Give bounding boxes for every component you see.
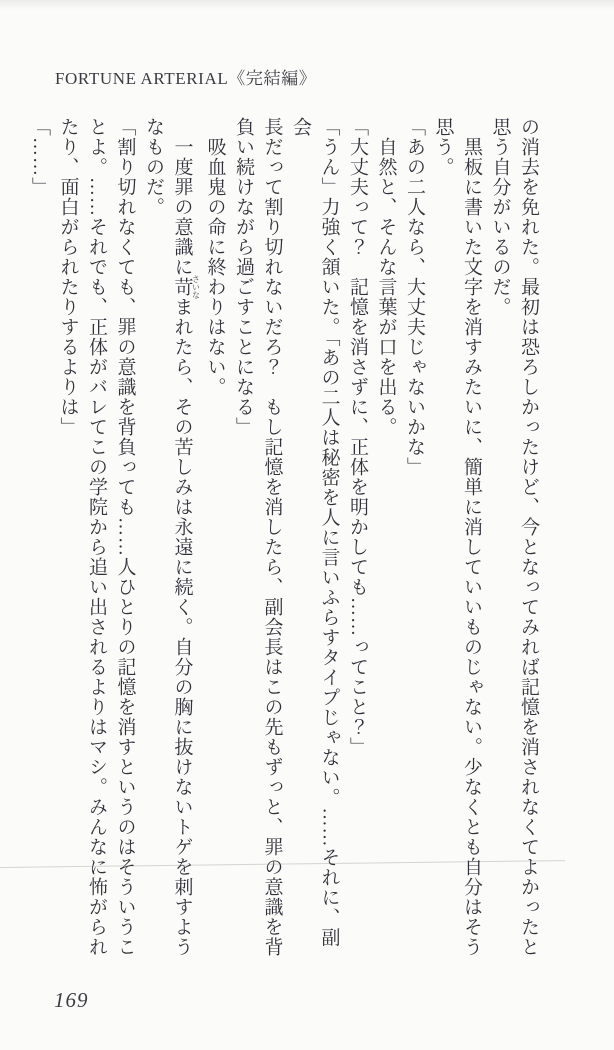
text-column: 黒板に書いた文字を消すみたいに、簡単に消していいものじゃない。少なくとも自分はそう	[461, 137, 482, 957]
text-column: 思う自分がいるのだ。	[489, 117, 511, 317]
text-column: 「うん」力強く頷いた。「あの二人は秘密を人に言いふらすタイプじゃない。……それに、副会	[290, 117, 340, 948]
text-column: 負い続けながら過ごすことになる」	[233, 117, 254, 437]
page-number: 169	[54, 988, 89, 1012]
text-column: 思う。	[432, 117, 454, 177]
text-column: 長だって割り切れないだろ？ もし記憶を消したら、副会長はこの先もずっと、罪の意識を背	[261, 117, 283, 957]
text-column: 吸血鬼の命に終わりはない。	[204, 137, 226, 397]
scan-edge-shading	[0, 0, 614, 10]
text-column: 「あの二人なら、大丈夫じゃないかな」	[404, 117, 425, 477]
text-column: 「大丈夫って？ 記憶を消さずに、正体を明かしても……ってこと？」	[347, 117, 368, 757]
text-body	[25, 117, 543, 965]
running-header: FORTUNE ARTERIAL《完結編》	[55, 69, 317, 88]
text-column: 自然と、そんな言葉が口を出る。	[375, 137, 397, 437]
text-column: なものだ。	[143, 117, 164, 217]
text-column: とよ。……それでも、正体がバレてこの学院から追い出されるよりはマシ。みんなに怖がられ	[86, 117, 107, 957]
ruby-annotation: 苛 さいな	[171, 275, 201, 299]
text-column: 「……」	[29, 117, 50, 197]
text-column: たり、面白がられたりするよりは」	[57, 117, 79, 437]
text-column: 「割り切れなくても、罪の意識を背負っても……人ひとりの記憶を消すというのはそういうこ	[114, 117, 136, 957]
text-column: の消去を免れた。最初は恐ろしかったけど、今となってみれば記憶を消されなくてよかったと	[518, 117, 539, 957]
text-column: 一度罪の意識に苛 さいなまれたら、その苦しみは永遠に続く。自分の胸に抜けないトゲを刺すよう	[171, 137, 201, 957]
